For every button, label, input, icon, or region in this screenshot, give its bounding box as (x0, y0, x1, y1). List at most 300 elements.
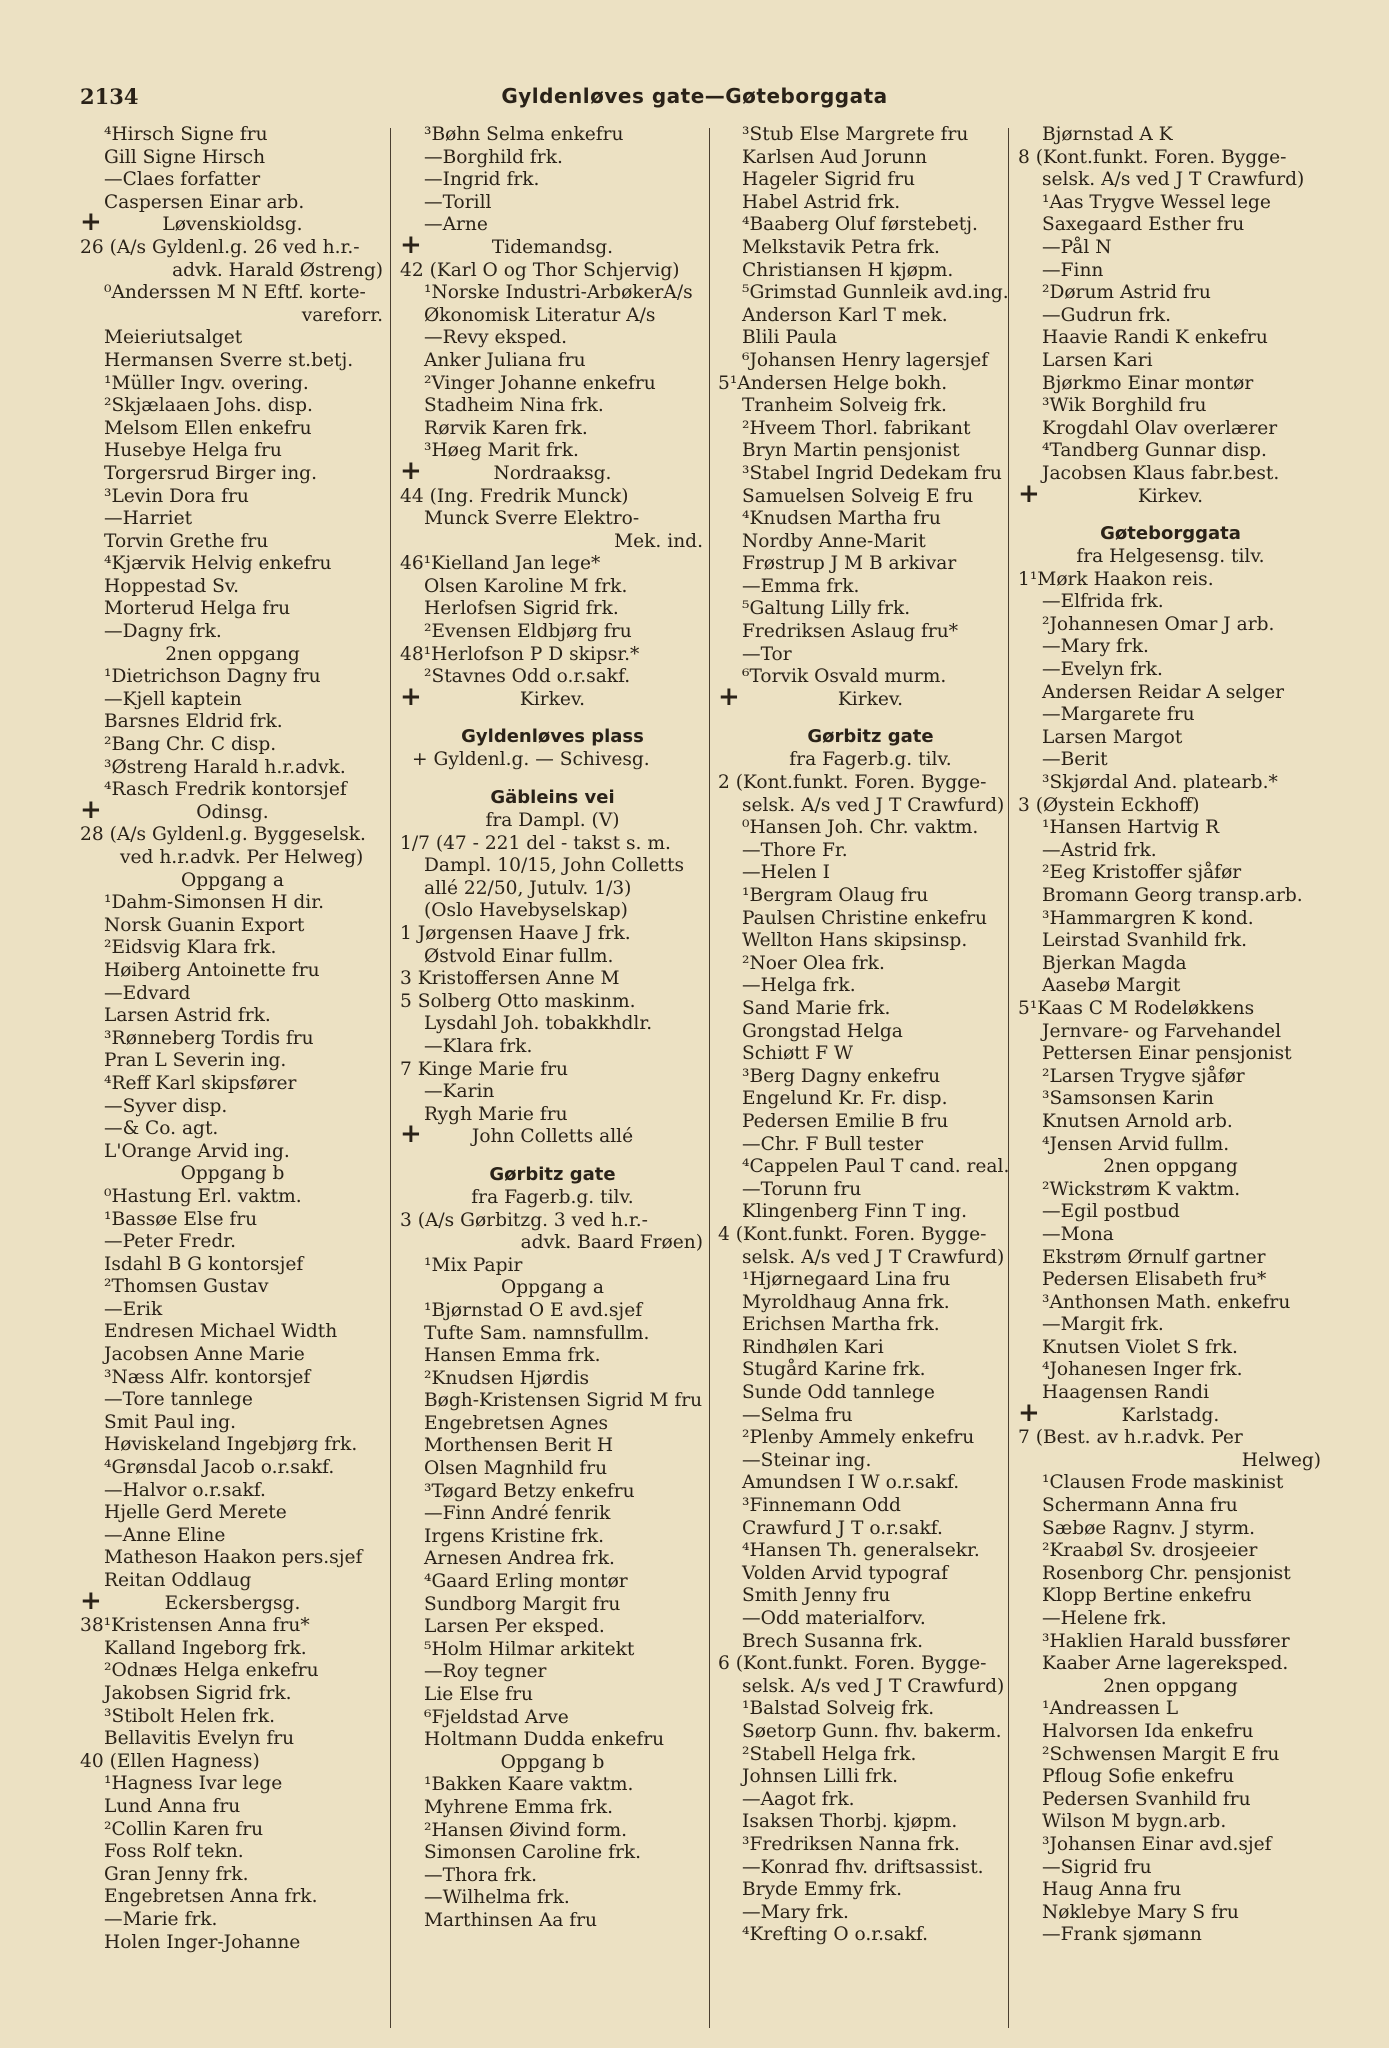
line-text: ⁴Hirsch Signe fru (104, 124, 268, 145)
directory-entry (80, 1005, 385, 1028)
cross-street-icon: + (718, 681, 740, 712)
directory-entry (80, 531, 385, 554)
line-text: ²Johannesen Omar J arb. (1042, 613, 1275, 635)
directory-entry (80, 1819, 385, 1842)
line-text: Jacobsen Klaus fabr.best. (1042, 462, 1280, 484)
line-text: Samuelsen Solveig E fru (742, 485, 974, 507)
directory-entry (718, 1744, 1023, 1767)
line-text: 44 (Ing. Fredrik Munck) (400, 485, 629, 507)
directory-entry (400, 1390, 705, 1413)
line-text: Kirkev. (837, 688, 904, 710)
directory-entry (400, 946, 705, 969)
directory-entry (80, 666, 385, 689)
street-heading (400, 1163, 705, 1187)
line-text: Isaksen Thorbj. kjøpm. (742, 1811, 958, 1833)
directory-entry (1018, 1857, 1323, 1880)
directory-entry (400, 1616, 705, 1639)
line-text: Bryn Martin pensjonist (742, 440, 960, 462)
line-text: ¹Bakken Kaare vaktm. (424, 1774, 634, 1796)
directory-entry (1018, 1111, 1323, 1134)
directory-entry (718, 1269, 1023, 1292)
cross-street-icon: + (400, 229, 422, 260)
directory-entry (400, 1345, 705, 1368)
line-text: —Thore Fr. (742, 839, 848, 861)
address-entry (1018, 569, 1323, 592)
directory-entry (80, 1344, 385, 1367)
directory-entry (80, 1909, 385, 1932)
directory-entry (1018, 305, 1323, 328)
directory-entry (1018, 1337, 1323, 1360)
line-text: Gørbitz gate (807, 726, 934, 748)
line-text: —Frank sjømann (1042, 1924, 1202, 1946)
directory-entry (1018, 817, 1323, 840)
directory-entry (400, 327, 705, 350)
directory-entry (1018, 1021, 1323, 1044)
directory-entry (1018, 1043, 1323, 1066)
line-text: ³Samsonsen Karin (1042, 1088, 1214, 1110)
line-text: Frøstrup J M B arkivar (742, 553, 957, 575)
directory-entry (718, 1518, 1023, 1541)
address-entry (400, 833, 705, 856)
directory-entry (718, 1924, 1023, 1947)
directory-entry (400, 169, 705, 192)
line-text: ²Stavnes Odd o.r.sakf. (424, 666, 631, 688)
directory-entry (400, 1842, 705, 1865)
line-text: —Thora frk. (424, 1864, 537, 1886)
address-entry (80, 237, 385, 260)
directory-entry (400, 508, 705, 531)
directory-entry (80, 1480, 385, 1503)
line-text: 40 (Ellen Hagness) (80, 1750, 260, 1772)
line-text: ³Skjørdal And. platearb.* (1042, 772, 1278, 794)
directory-entry (718, 1405, 1023, 1428)
line-text: ³Levin Dora fru (104, 485, 249, 507)
line-text: Hjelle Gerd Merete (104, 1502, 287, 1524)
line-text: Lysdahl Joh. tobakkhdlr. (424, 1013, 653, 1035)
directory-entry (80, 711, 385, 734)
line-text: selsk. A/s ved J T Crawfurd) (742, 1246, 1005, 1268)
cross-street (80, 207, 385, 238)
line-text: —Margit frk. (1042, 1314, 1164, 1336)
line-text: —Emma frk. (742, 575, 860, 597)
page-number: 2134 (80, 84, 139, 109)
line-text: ²Eeg Kristoffer sjåfør (1042, 862, 1242, 884)
line-text: ³Høeg Marit frk. (424, 440, 579, 462)
directory-entry (80, 892, 385, 915)
cross-street (400, 681, 705, 712)
directory-entry (80, 1525, 385, 1548)
directory-entry (400, 1300, 705, 1323)
directory-entry (718, 1721, 1023, 1744)
directory-entry (718, 1134, 1023, 1157)
directory-entry (718, 1021, 1023, 1044)
directory-entry (80, 486, 385, 509)
directory-entry (1018, 1518, 1323, 1541)
cross-street (400, 749, 705, 772)
line-text: ¹Hjørnegaard Lina fru (742, 1269, 951, 1291)
address-entry (718, 772, 1023, 795)
line-text: Larsen Kari (1042, 349, 1153, 371)
directory-entry (80, 1231, 385, 1254)
directory-entry (1018, 975, 1323, 998)
directory-entry (80, 1796, 385, 1819)
line-text: Jacobsen Anne Marie (104, 1344, 305, 1366)
line-text: Bjerkan Magda (1042, 952, 1187, 974)
directory-entry (718, 1043, 1023, 1066)
directory-entry (80, 689, 385, 712)
line-text: —Evelyn frk. (1042, 659, 1163, 681)
directory-entry (1018, 885, 1323, 908)
line-text: Karlsen Aud Jorunn (742, 146, 927, 168)
line-text: —Selma fru (742, 1404, 853, 1426)
line-text: ⁰Hastung Erl. vaktm. (104, 1185, 302, 1207)
line-text: Erichsen Martha frk. (742, 1314, 940, 1336)
directory-entry (80, 418, 385, 441)
directory-entry (718, 953, 1023, 976)
line-text: 6 (Kont.funkt. Foren. Bygge- (718, 1653, 987, 1675)
line-text: Grongstad Helga (742, 1020, 903, 1042)
line-text: —Harriet (104, 508, 193, 530)
line-text: —Gudrun frk. (1042, 304, 1172, 326)
directory-entry (80, 937, 385, 960)
line-text: Schermann Anna fru (1042, 1495, 1238, 1517)
line-text: 4 (Kont.funkt. Foren. Bygge- (718, 1223, 987, 1245)
address-entry (400, 260, 705, 283)
line-text: Kirkev. (1137, 485, 1204, 507)
directory-entry (400, 1323, 705, 1346)
line-text: —Steinar ing. (742, 1449, 872, 1471)
directory-entry (1018, 395, 1323, 418)
line-text: —Berit (1042, 749, 1108, 771)
line-text: Crawfurd J T o.r.sakf. (742, 1517, 943, 1539)
line-text: Herlofsen Sigrid frk. (424, 598, 619, 620)
line-text: Barsnes Eldrid frk. (104, 711, 283, 733)
line-text: —Tor (742, 643, 792, 665)
line-text: —Aagot frk. (742, 1788, 855, 1810)
directory-entry (718, 1766, 1023, 1789)
line-text: Munck Sverre Elektro- (424, 508, 640, 530)
line-text: ²Skjælaaen Johs. disp. (104, 395, 313, 417)
line-text: ⁶Johansen Henry lagersjef (742, 349, 989, 371)
line-text: Morterud Helga fru (104, 598, 291, 620)
directory-entry (718, 508, 1023, 531)
directory-entry (80, 621, 385, 644)
column-2 (400, 124, 705, 2044)
directory-entry (718, 795, 1023, 818)
line-text: ¹Clausen Frode maskinist (1042, 1472, 1284, 1494)
street-heading (718, 725, 1023, 749)
directory-entry (80, 373, 385, 396)
line-text: Olsen Karoline M frk. (424, 575, 628, 597)
line-text: 1/7 (47 - 221 del - takst s. m. (400, 832, 671, 854)
line-text: Leirstad Svanhild frk. (1042, 930, 1248, 952)
address-entry (718, 1653, 1023, 1676)
line-text: 2nen oppgang (165, 643, 300, 665)
line-text: Torvin Grethe fru (104, 530, 269, 552)
line-text: Nøklebye Mary S fru (1042, 1901, 1239, 1923)
directory-entry (400, 1797, 705, 1820)
directory-entry (80, 192, 385, 215)
directory-entry (718, 1811, 1023, 1834)
line-text: Caspersen Einar arb. (104, 191, 305, 213)
line-text: Paulsen Christine enkefru (742, 907, 987, 929)
line-text: Mek. ind. (614, 530, 703, 552)
line-text: Kalland Ingeborg frk. (104, 1637, 307, 1659)
line-text: advk. Harald Østreng) (172, 259, 383, 281)
line-text: Foss Rolf tekn. (104, 1841, 244, 1863)
directory-entry (718, 1156, 1023, 1179)
line-text: ²Wickstrøm K vaktm. (1042, 1178, 1241, 1200)
line-text: ³Berg Dagny enkefru (742, 1065, 941, 1087)
directory-entry (80, 1932, 385, 1955)
line-text: ⁴Rasch Fredrik kontorsjef (104, 779, 347, 801)
directory-entry (400, 1458, 705, 1481)
line-text: Høviskeland Ingebjørg frk. (104, 1434, 358, 1456)
line-text: Høiberg Antoinette fru (104, 959, 320, 981)
directory-entry (80, 1299, 385, 1322)
line-text: Norsk Guanin Export (104, 914, 305, 936)
directory-entry (1018, 1224, 1323, 1247)
directory-entry (400, 1887, 705, 1910)
directory-entry (400, 1081, 705, 1104)
directory-entry (718, 644, 1023, 667)
directory-entry (400, 1036, 705, 1059)
line-text: —Wilhelma frk. (424, 1887, 570, 1909)
line-text: Pran L Severin ing. (104, 1050, 287, 1072)
line-text: —Karin (424, 1081, 495, 1103)
line-text: ¹Hansen Hartvig R (1042, 817, 1220, 839)
line-text: ²Dørum Astrid fru (1042, 282, 1211, 304)
directory-entry (400, 1820, 705, 1843)
address-entry (1018, 1427, 1323, 1450)
street-heading (400, 725, 705, 749)
directory-entry (80, 169, 385, 192)
directory-entry (718, 1879, 1023, 1902)
cross-street (400, 455, 705, 486)
line-text: Tidemandsg. (491, 236, 614, 258)
directory-entry (1018, 930, 1323, 953)
line-text: Sundborg Margit fru (424, 1593, 621, 1615)
line-text: Morthensen Berit H (424, 1435, 614, 1457)
directory-entry (400, 900, 705, 923)
line-text: Rygh Marie fru (424, 1103, 568, 1125)
directory-entry (80, 1276, 385, 1299)
directory-entry (80, 1073, 385, 1096)
line-text: —Finn (1042, 259, 1104, 281)
line-text: ⁴Grønsdal Jacob o.r.sakf. (104, 1457, 335, 1479)
directory-entry (718, 486, 1023, 509)
line-text: Anker Juliana fru (424, 349, 586, 371)
line-text: Jakobsen Sigrid frk. (104, 1682, 292, 1704)
address-entry (400, 1210, 705, 1233)
directory-entry (1018, 440, 1323, 463)
address-entry (80, 1751, 385, 1774)
line-text: ³Wik Borghild fru (1042, 395, 1207, 417)
line-text: Odinsg. (196, 801, 269, 823)
line-text: 46¹Kielland Jan lege* (400, 553, 601, 575)
line-text: 8 (Kont.funkt. Foren. Bygge- (1018, 146, 1287, 168)
line-text: Irgens Kristine frk. (424, 1525, 605, 1547)
line-text: ²Plenby Ammely enkefru (742, 1427, 975, 1449)
directory-entry (400, 1255, 705, 1278)
line-text: Nordraaksg. (493, 462, 612, 484)
directory-entry (80, 915, 385, 938)
line-text: vareforr. (301, 304, 383, 326)
directory-columns (80, 124, 1389, 2044)
line-text: 1¹Mørk Haakon reis. (1018, 568, 1214, 590)
cross-street-icon: + (1018, 478, 1040, 509)
directory-entry (400, 1013, 705, 1036)
address-entry (1018, 147, 1323, 170)
directory-entry (400, 1594, 705, 1617)
directory-entry (80, 440, 385, 463)
line-text: ⁴Johanesen Inger frk. (1042, 1359, 1243, 1381)
line-text: Larsen Per eksped. (424, 1616, 605, 1638)
cross-street-icon: + (80, 207, 102, 238)
cross-street (400, 1119, 705, 1150)
line-text: —Helen I (742, 862, 830, 884)
line-text: Nordby Anne-Marit (742, 530, 926, 552)
directory-entry (718, 214, 1023, 237)
line-text: —Claes forfatter (104, 169, 261, 191)
line-text: ²Knudsen Hjørdis (424, 1367, 590, 1389)
line-text: fra Helgesensg. tilv. (1076, 546, 1265, 568)
address-entry (400, 968, 705, 991)
line-text: Sæbøe Ragnv. J styrm. (1042, 1517, 1256, 1539)
directory-entry (400, 1413, 705, 1436)
directory-entry (718, 147, 1023, 170)
line-text: ⁴Cappelen Paul T cand. real. (742, 1156, 1010, 1178)
directory-entry (80, 1141, 385, 1164)
directory-entry (1018, 1563, 1323, 1586)
cross-street-icon: + (400, 455, 422, 486)
directory-entry (1018, 282, 1323, 305)
line-text: —Odd materialforv. (742, 1608, 926, 1629)
line-text: Lund Anna fru (104, 1795, 241, 1817)
directory-entry (80, 1638, 385, 1661)
address-entry (1018, 998, 1323, 1021)
directory-entry (80, 124, 385, 147)
directory-entry (718, 418, 1023, 441)
line-text: Løvenskioldsg. (162, 214, 303, 236)
directory-entry (1018, 1066, 1323, 1089)
line-text: —Finn André fenrik (424, 1503, 611, 1525)
street-heading (400, 786, 705, 810)
directory-entry (1018, 237, 1323, 260)
line-text: Økonomisk Literatur A/s (424, 304, 656, 326)
line-text: Habel Astrid frk. (742, 191, 901, 213)
directory-entry (80, 327, 385, 350)
line-text: Pedersen Elisabeth fru* (1042, 1269, 1267, 1291)
entry-continuation (400, 1232, 705, 1255)
directory-entry (400, 1548, 705, 1571)
line-text: ²Thomsen Gustav (104, 1276, 269, 1298)
line-text: ⁴Reff Karl skipsfører (104, 1072, 297, 1094)
line-text: Schiøtt F W (742, 1043, 854, 1065)
directory-entry (400, 192, 705, 215)
line-text: ²Hansen Øivind form. (424, 1819, 628, 1841)
line-text: —Kjell kaptein (104, 688, 242, 710)
directory-entry (80, 1570, 385, 1593)
line-text: ²Odnæs Helga enkefru (104, 1660, 319, 1682)
line-text: ⁴Krefting O o.r.sakf. (742, 1924, 929, 1946)
line-text: Pettersen Einar pensjonist (1042, 1043, 1292, 1065)
directory-entry (80, 350, 385, 373)
directory-entry (400, 1774, 705, 1797)
column-divider (390, 128, 391, 2028)
stairway-label (400, 1277, 705, 1300)
line-text: ¹Hagness Ivar lege (104, 1773, 283, 1795)
line-text: Gill Signe Hirsch (104, 146, 266, 168)
directory-entry (718, 350, 1023, 373)
directory-entry (718, 666, 1023, 689)
line-text: ¹Bjørnstad O E avd.sjef (424, 1299, 643, 1321)
line-text: 42 (Karl O og Thor Schjervig) (400, 259, 680, 281)
directory-entry (400, 1684, 705, 1707)
entry-continuation (80, 260, 385, 283)
directory-entry (1018, 1585, 1323, 1608)
line-text: Rørvik Karen frk. (424, 417, 588, 439)
directory-entry (718, 1495, 1023, 1518)
directory-entry (718, 1902, 1023, 1925)
line-text: Stadheim Nina frk. (424, 395, 604, 417)
line-text: ³Haklien Harald bussfører (1042, 1630, 1290, 1652)
line-text: Johnsen Lilli frk. (742, 1766, 899, 1788)
directory-entry (1018, 1834, 1323, 1857)
line-text: ³Østreng Harald h.r.advk. (104, 756, 346, 778)
stairway-label (1018, 1676, 1323, 1699)
address-entry (400, 991, 705, 1014)
entry-continuation (400, 531, 705, 554)
line-text: Stugård Karine frk. (742, 1359, 926, 1381)
directory-entry (80, 1321, 385, 1344)
line-text: Hansen Emma frk. (424, 1345, 601, 1367)
line-text: fra Dampl. (V) (485, 810, 620, 832)
line-text: Kaaber Arne lagereksped. (1042, 1653, 1289, 1675)
directory-entry (80, 1502, 385, 1525)
line-text: Blili Paula (742, 327, 838, 349)
directory-entry (400, 666, 705, 689)
line-text: Olsen Magnhild fru (424, 1458, 608, 1480)
directory-entry (1018, 1292, 1323, 1315)
directory-entry (1018, 124, 1323, 147)
directory-entry (80, 779, 385, 802)
column-3 (718, 124, 1023, 2044)
line-text: Tranheim Solveig frk. (742, 395, 947, 417)
line-text: —Tore tannlege (104, 1389, 253, 1411)
line-text: Endresen Michael Width (104, 1321, 338, 1343)
line-text: Aasebø Margit (1042, 975, 1181, 997)
line-text: ³Hammargren K kond. (1042, 907, 1254, 929)
line-text: ⁶Fjeldstad Arve (424, 1706, 569, 1728)
directory-entry (718, 1540, 1023, 1563)
line-text: Husebye Helga fru (104, 440, 282, 462)
line-text: Haavie Randi K enkefru (1042, 327, 1268, 349)
cross-street-icon: + (400, 681, 422, 712)
line-text: Kirkev. (519, 688, 586, 710)
line-text: Pfloug Sofie enkefru (1042, 1766, 1235, 1788)
line-text: Tufte Sam. namnsfullm. (424, 1322, 650, 1344)
line-text: 7 (Best. av h.r.advk. Per (1018, 1427, 1243, 1449)
line-text: Meieriutsalget (104, 327, 243, 349)
line-text: ²Noer Olea frk. (742, 952, 885, 974)
directory-entry (718, 1337, 1023, 1360)
line-text: ³Anthonsen Math. enkefru (1042, 1291, 1291, 1313)
cross-street (400, 229, 705, 260)
line-text: ³Finnemann Odd (742, 1495, 901, 1517)
directory-entry (400, 1865, 705, 1888)
directory-entry (400, 147, 705, 170)
